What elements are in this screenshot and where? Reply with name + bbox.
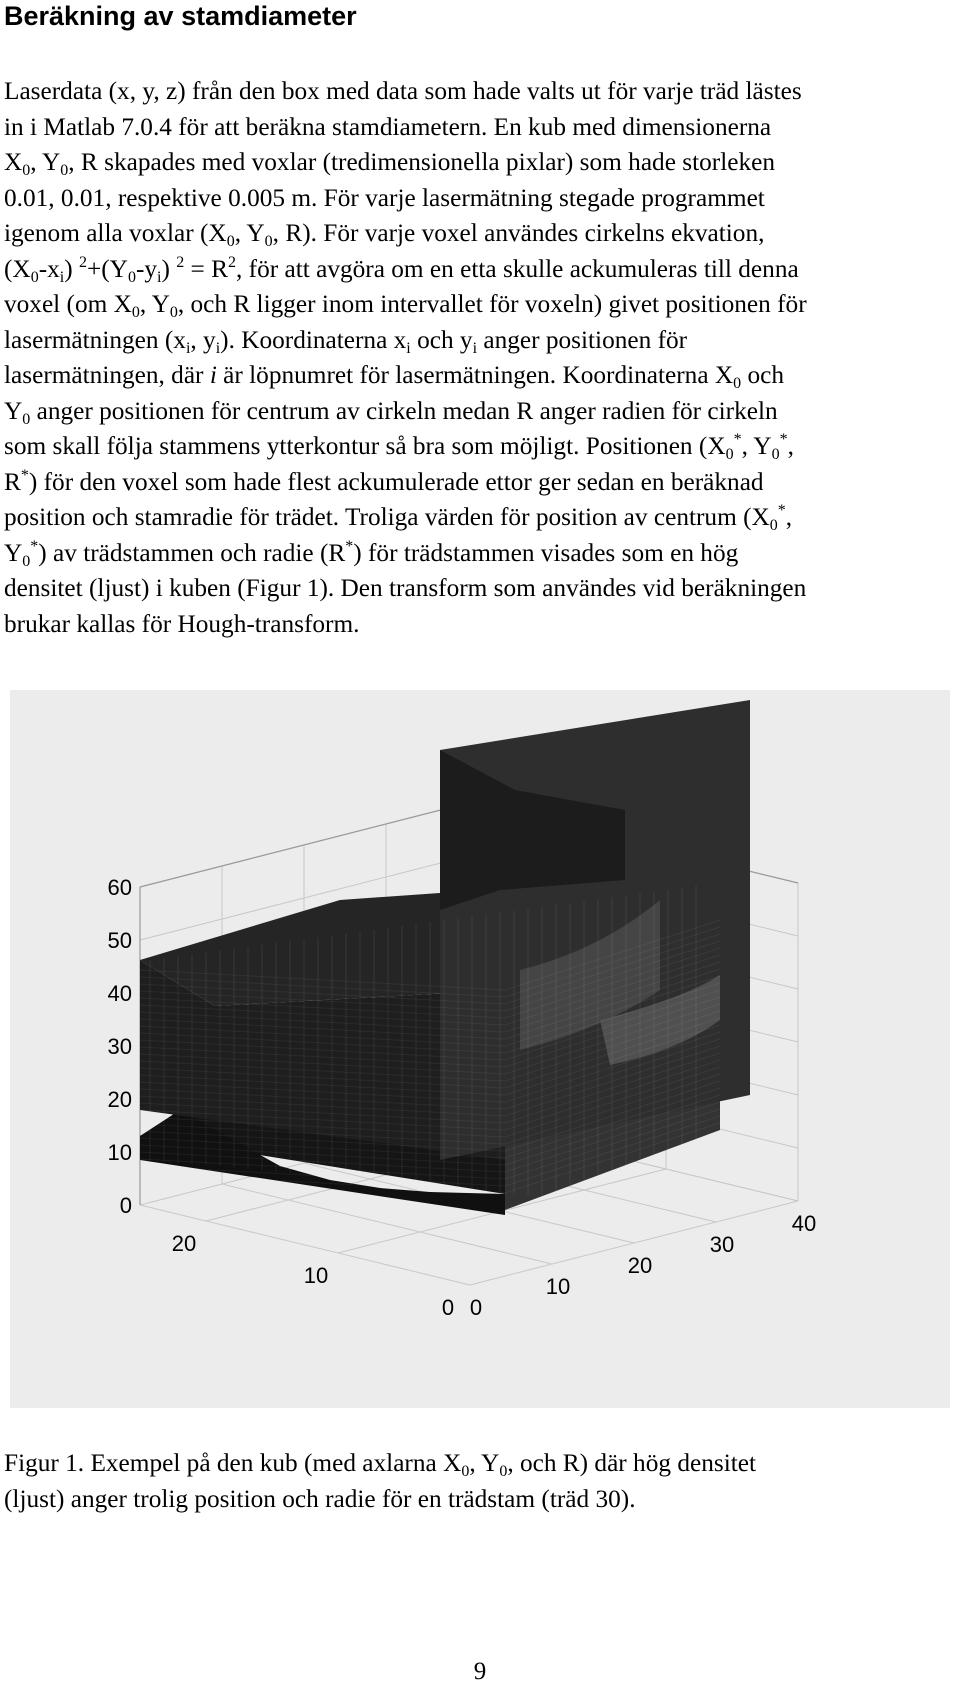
text-line: in i Matlab 7.0.4 för att beräkna stamdiametern. En kub med dimensionerna [4, 112, 772, 141]
text-line: densitet (ljust) i kuben (Figur 1). Den transform som användes vid beräkningen [4, 574, 807, 602]
section-heading: Beräkning av stamdiameter [4, 1, 357, 31]
tick-label-r: 10 [107, 1140, 132, 1165]
tick-label-y: 20 [171, 1231, 197, 1256]
tick-label-x: 40 [791, 1211, 817, 1236]
text-line: R*) för den voxel som hade flest ackumulerade ettor ger sedan en beräknad [4, 466, 764, 496]
text-line: Laserdata (x, y, z) från den box med data som hade valts ut för varje träd lästes [4, 77, 802, 105]
text-line: $X_0$, $Y_0$, R skapades med voxlar (tredimensionella pixlar) som hade storleken [4, 148, 775, 179]
tick-label-x: 20 [627, 1253, 653, 1278]
text-line: position och stamradie för trädet. Troliga värden för position av centrum ($X_0^*$, [4, 502, 793, 534]
text-line: igenom alla voxlar ($X_0$, $Y_0$, R). För varje voxel användes cirkelns ekvation, [4, 219, 765, 250]
figure-1 [0, 690, 960, 1410]
tick-label-y: 10 [303, 1263, 329, 1288]
tick-label-r: 0 [119, 1193, 132, 1218]
text-line: voxel (om $X_0$, $Y_0$, och R ligger inom intervallet för voxeln) givet positionen för [4, 290, 807, 321]
text-line: 0.01, 0.01, respektive 0.005 m. För varje lasermätning stegade programmet [4, 183, 765, 212]
text-line: $Y_0$ anger positionen för centrum av cirkeln medan R anger radien för cirkeln [4, 396, 778, 428]
tick-label-x: 30 [709, 1232, 735, 1257]
tick-label-r: 60 [107, 875, 132, 900]
text-line-equation: $(X_0-x_i)$ $^2+(Y_0-y_i) ^2 = R^2$, för att avgöra om en etta skulle ackumuleras till denna [4, 253, 799, 286]
body-paragraph [4, 74, 960, 642]
tick-label-r: 40 [107, 981, 132, 1006]
text-line: $Y_0^*$) av trädstammen och radie (R*) för trädstammen visades som en hög [4, 537, 739, 570]
tick-label-r: 30 [107, 1034, 132, 1059]
tick-label-r: 50 [107, 928, 132, 953]
figure-caption: Figur 1. Exempel på den kub (med axlarna $X_0$, $Y_0$, och R) där hög densitet (ljust) anger trolig position och radie för en trädstam (träd 30). [4, 1449, 757, 1513]
text-line: som skall följa stammens ytterkontur så bra som möjligt. Positionen ($X_0^*$, $Y_0^*$, [4, 431, 794, 463]
slice-plot [0, 690, 960, 1410]
tick-label-y: 0 [441, 1295, 455, 1320]
text-line: lasermätningen, där i är löpnumret för lasermätningen. Koordinaterna $X_0$ och [4, 361, 785, 392]
tick-label-x: 10 [545, 1274, 571, 1299]
page-number: 9 [473, 1658, 487, 1685]
text-line: lasermätningen ($x_i$, $y_i$). Koordinaterna $x_i$ och $y_i$ anger positionen för [4, 325, 688, 357]
text-line: brukar kallas för Hough-transform. [4, 609, 360, 638]
tick-label-x: 0 [469, 1295, 483, 1320]
tick-label-r: 20 [107, 1087, 132, 1112]
